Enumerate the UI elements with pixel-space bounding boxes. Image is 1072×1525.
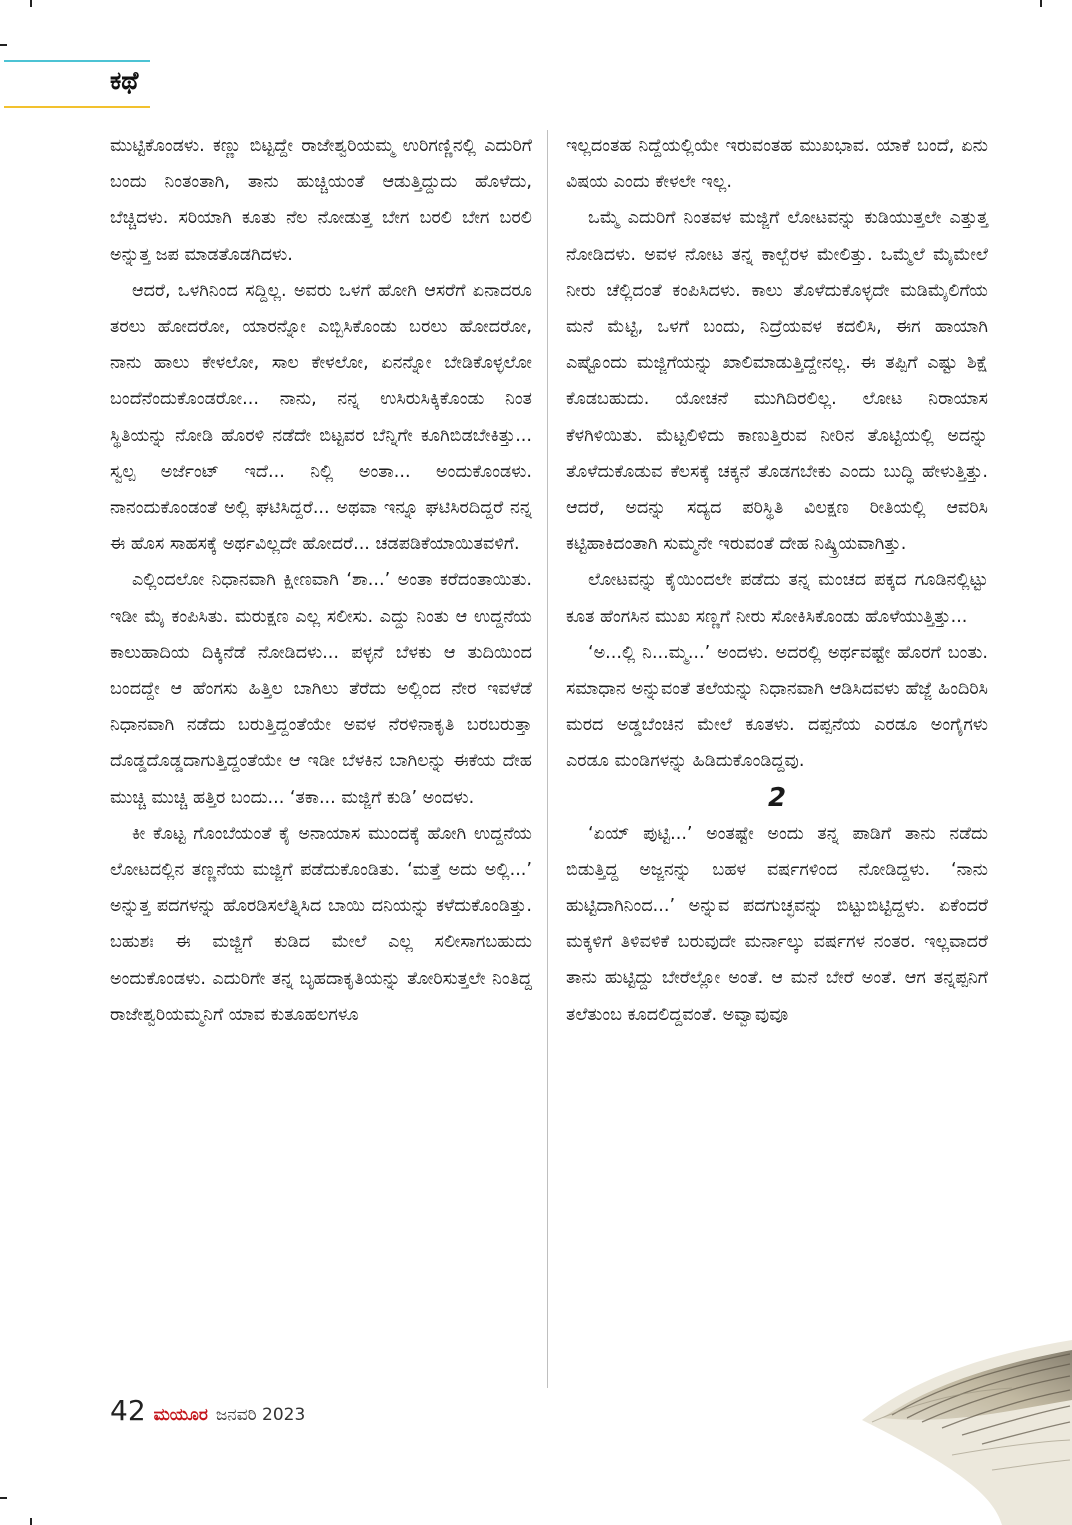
section-title: ಕಥೆ: [110, 66, 139, 95]
paragraph: ಆದರೆ, ಒಳಗಿನಿಂದ ಸದ್ದಿಲ್ಲ. ಅವರು ಒಳಗೆ ಹೋಗಿ ಆಸರೆಗೆ ಏನಾದರೂ ತರಲು ಹೋದರೋ, ಯಾರನ್ನೋ ಎಬ್ಬಿಸಿಕೊಂಡು ಬರಲು ಹೋದರೋ, ನಾನು ಹಾಲು ಕೇಳಲೋ, ಸಾಲ ಕೇಳಲೋ, ಏನನ್ನೋ ಬೇಡಿಕೊಳ್ಳಲೋ ಬಂದೆನೆಂದುಕೊಂಡರೋ... ನಾನು, ನನ್ನ ಉಸಿರುಸಿಕ್ಕಿಕೊಂಡು ನಿಂತ ಸ್ಥಿತಿಯನ್ನು ನೋಡಿ ಹೊರಳಿ ನಡೆದೇ ಬಿಟ್ಟವರ ಬೆನ್ನಿಗೇ ಕೂಗಿಬಿಡಬೇಕಿತ್ತು... ಸ್ವಲ್ಪ ಅರ್ಜೆಂಟ್ ಇದೆ... ನಿಲ್ಲಿ ಅಂತಾ... ಅಂದುಕೊಂಡಳು. ನಾನಂದುಕೊಂಡಂತೆ ಅಲ್ಲಿ ಘಟಿಸಿದ್ದರೆ... ಅಥವಾ ಇನ್ನೂ ಘಟಿಸಿರದಿದ್ದರೆ ನನ್ನ ಈ ಹೊಸ ಸಾಹಸಕ್ಕೆ ಅರ್ಥವಿಲ್ಲದೇ ಹೋದರೆ... ಚಡಪಡಿಕೆಯಾಯಿತವಳಿಗೆ.: [110, 280, 532, 555]
paragraph: ಲೋಟವನ್ನು ಕೈಯಿಂದಲೇ ಪಡೆದು ತನ್ನ ಮಂಚದ ಪಕ್ಕದ ಗೂಡಿನಲ್ಲಿಟ್ಟು ಕೂತ ಹೆಂಗಸಿನ ಮುಖ ಸಣ್ಣಗೆ ನೀರು ಸೋಕಿಸಿಕೊಂಡು ಹೊಳೆಯುತ್ತಿತ್ತು...: [566, 570, 988, 627]
paragraph: ಕೀ ಕೊಟ್ಟ ಗೊಂಬೆಯಂತೆ ಕೈ ಅನಾಯಾಸ ಮುಂದಕ್ಕೆ ಹೋಗಿ ಉದ್ದನೆಯ ಲೋಟದಲ್ಲಿನ ತಣ್ಣನೆಯ ಮಜ್ಜಿಗೆ ಪಡೆದುಕೊಂಡಿತು. ‘ಮತ್ತೆ ಅದು ಅಲ್ಲಿ...’ ಅನ್ನುತ್ತ ಪದಗಳನ್ನು ಹೊರಡಿಸಲೆತ್ನಿಸಿದ ಬಾಯಿ ದನಿಯನ್ನು ಕಳೆದುಕೊಂಡಿತ್ತು. ಬಹುಶಃ ಈ ಮಜ್ಜಿಗೆ ಕುಡಿದ ಮೇಲೆ ಎಲ್ಲ ಸಲೀಸಾಗಬಹುದು ಅಂದುಕೊಂಡಳು. ಎದುರಿಗೇ ತನ್ನ ಬೃಹದಾಕೃತಿಯನ್ನು ತೋರಿಸುತ್ತಲೇ ನಿಂತಿದ್ದ ರಾಜೇಶ್ವರಿಯಮ್ಮನಿಗೆ ಯಾವ ಕುತೂಹಲಗಳೂ: [110, 823, 532, 1025]
magazine-logo: ಮಯೂರ: [153, 1405, 208, 1425]
crop-mark: [30, 0, 32, 7]
article-column-left: [110, 128, 532, 1033]
page-footer: [110, 1394, 305, 1428]
paragraph: ‘ಅ...ಲ್ಲಿ ನಿ...ಮ್ಮ...’ ಅಂದಳು. ಅದರಲ್ಲಿ ಅರ್ಥವಷ್ಟೇ ಹೊರಗೆ ಬಂತು. ಸಮಾಧಾನ ಅನ್ನುವಂತೆ ತಲೆಯನ್ನು ನಿಧಾನವಾಗಿ ಆಡಿಸಿದವಳು ಹೆಜ್ಜೆ ಹಿಂದಿರಿಸಿ ಮರದ ಅಡ್ಡಬೆಂಚಿನ ಮೇಲೆ ಕೂತಳು. ದಪ್ಪನೆಯ ಎರಡೂ ಅಂಗೈಗಳು ಎರಡೂ ಮಂಡಿಗಳನ್ನು ಹಿಡಿದುಕೊಂಡಿದ್ದವು.: [566, 642, 988, 772]
part-number: 2: [767, 782, 787, 813]
brush-stroke-illustration: [852, 1340, 1072, 1525]
article-column-right: [566, 128, 988, 1033]
issue-date: ಜನವರಿ 2023: [215, 1405, 306, 1425]
paragraph: ಇಲ್ಲದಂತಹ ನಿದ್ದೆಯಲ್ಲಿಯೇ ಇರುವಂತಹ ಮುಖಭಾವ. ಯಾಕೆ ಬಂದೆ, ಏನು ವಿಷಯ ಎಂದು ಕೇಳಲೇ ಇಲ್ಲ.: [566, 136, 988, 193]
paragraph: ಎಲ್ಲಿಂದಲೋ ನಿಧಾನವಾಗಿ ಕ್ಷೀಣವಾಗಿ ‘ಶಾ...’ ಅಂತಾ ಕರೆದಂತಾಯಿತು. ಇಡೀ ಮೈ ಕಂಪಿಸಿತು. ಮರುಕ್ಷಣ ಎಲ್ಲ ಸಲೀಸು. ಎದ್ದು ನಿಂತು ಆ ಉದ್ದನೆಯ ಕಾಲುಹಾದಿಯ ದಿಕ್ಕಿನೆಡೆ ನೋಡಿದಳು... ಪಳ್ಳನೆ ಬೆಳಕು ಆ ತುದಿಯಿಂದ ಬಂದದ್ದೇ ಆ ಹೆಂಗಸು ಹಿತ್ತಿಲ ಬಾಗಿಲು ತೆರೆದು ಅಲ್ಲಿಂದ ನೇರ ಇವಳೆಡೆ ನಿಧಾನವಾಗಿ ನಡೆದು ಬರುತ್ತಿದ್ದಂತೆಯೇ ಅವಳ ನೆರಳಿನಾಕೃತಿ ಬರಬರುತ್ತಾ ದೊಡ್ಡದೊಡ್ಡದಾಗುತ್ತಿದ್ದಂತೆಯೇ ಆ ಇಡೀ ಬೆಳಕಿನ ಬಾಗಿಲನ್ನು ಈಕೆಯ ದೇಹ ಮುಚ್ಚಿ ಮುಚ್ಚಿ ಹತ್ತಿರ ಬಂದು... ‘ತಕಾ... ಮಜ್ಜಿಗೆ ಕುಡಿ’ ಅಂದಳು.: [110, 570, 532, 808]
paragraph: ಒಮ್ಮೆ ಎದುರಿಗೆ ನಿಂತವಳ ಮಜ್ಜಿಗೆ ಲೋಟವನ್ನು ಕುಡಿಯುತ್ತಲೇ ಎತ್ತುತ್ತ ನೋಡಿದಳು. ಅವಳ ನೋಟ ತನ್ನ ಕಾಲ್ಬೆರಳ ಮೇಲಿತ್ತು. ಒಮ್ಮೆಲೆ ಮೈಮೇಲೆ ನೀರು ಚೆಲ್ಲಿದಂತೆ ಕಂಪಿಸಿದಳು. ಕಾಲು ತೊಳೆದುಕೊಳ್ಳದೇ ಮಡಿಮೈಲಿಗೆಯ ಮನೆ ಮೆಟ್ಟಿ, ಒಳಗೆ ಬಂದು, ನಿದ್ರೆಯವಳ ಕದಲಿಸಿ, ಈಗ ಹಾಯಾಗಿ ಎಷ್ಟೊಂದು ಮಜ್ಜಿಗೆಯನ್ನು ಖಾಲಿಮಾಡುತ್ತಿದ್ದೇನಲ್ಲ. ಈ ತಪ್ಪಿಗೆ ಎಷ್ಟು ಶಿಕ್ಷೆ ಕೊಡಬಹುದು. ಯೋಚನೆ ಮುಗಿದಿರಲಿಲ್ಲ. ಲೋಟ ನಿರಾಯಾಸ ಕೆಳಗಿಳಿಯಿತು. ಮೆಟ್ಟಲಿಳಿದು ಕಾಣುತ್ತಿರುವ ನೀರಿನ ತೊಟ್ಟಿಯಲ್ಲಿ ಅದನ್ನು ತೊಳೆದುಕೊಡುವ ಕೆಲಸಕ್ಕೆ ಚಕ್ಕನೆ ತೊಡಗಬೇಕು ಎಂದು ಬುದ್ಧಿ ಹೇಳುತ್ತಿತ್ತು. ಆದರೆ, ಅದನ್ನು ಸದ್ಯದ ಪರಿಸ್ಥಿತಿ ವಿಲಕ್ಷಣ ರೀತಿಯಲ್ಲಿ ಆವರಿಸಿ ಕಟ್ಟಿಹಾಕಿದಂತಾಗಿ ಸುಮ್ಮನೇ ಇರುವಂತೆ ದೇಹ ನಿಷ್ಕ್ರಿಯವಾಗಿತ್ತು.: [566, 208, 988, 555]
header-line-top: [4, 60, 150, 62]
paragraph: ‘ಏಯ್ ಪುಟ್ಟಿ...’ ಅಂತಷ್ಟೇ ಅಂದು ತನ್ನ ಪಾಡಿಗೆ ತಾನು ನಡೆದು ಬಿಡುತ್ತಿದ್ದ ಅಜ್ಜನನ್ನು ಬಹಳ ವರ್ಷಗಳಿಂದ ನೋಡಿದ್ದಳು. ‘ನಾನು ಹುಟ್ಟಿದಾಗಿನಿಂದ...’ ಅನ್ನುವ ಪದಗುಚ್ಛವನ್ನು ಬಿಟ್ಟುಬಿಟ್ಟಿದ್ದಳು. ಏಕೆಂದರೆ ಮಕ್ಕಳಿಗೆ ತಿಳಿವಳಿಕೆ ಬರುವುದೇ ಮರ್ನಾಲ್ಕು ವರ್ಷಗಳ ನಂತರ. ಇಲ್ಲವಾದರೆ ತಾನು ಹುಟ್ಟಿದ್ದು ಬೇರೆಲ್ಲೋ ಅಂತೆ. ಆ ಮನೆ ಬೇರೆ ಅಂತೆ. ಆಗ ತನ್ನಪ್ಪನಿಗೆ ತಲೆತುಂಬ ಕೂದಲಿದ್ದವಂತೆ. ಅವ್ವಾವುವೂ: [566, 823, 988, 1025]
paragraph: ಮುಟ್ಟಿಕೊಂಡಳು. ಕಣ್ಣು ಬಿಟ್ಟದ್ದೇ ರಾಜೇಶ್ವರಿಯಮ್ಮ ಉರಿಗಣ್ಣಿನಲ್ಲಿ ಎದುರಿಗೆ ಬಂದು ನಿಂತಂತಾಗಿ, ತಾನು ಹುಚ್ಚಿಯಂತೆ ಆಡುತ್ತಿದ್ದುದು ಹೊಳೆದು, ಬೆಚ್ಚಿದಳು. ಸರಿಯಾಗಿ ಕೂತು ನೆಲ ನೋಡುತ್ತ ಬೇಗ ಬರಲಿ ಬೇಗ ಬರಲಿ ಅನ್ನುತ್ತ ಜಪ ಮಾಡತೊಡಗಿದಳು.: [110, 136, 532, 265]
page-number: 42: [110, 1394, 146, 1427]
crop-mark: [30, 1518, 32, 1525]
crop-mark: [1040, 0, 1042, 7]
header-line-bottom: [4, 106, 150, 108]
crop-mark: [0, 44, 7, 46]
crop-mark: [0, 1497, 7, 1499]
column-divider: [547, 130, 548, 1388]
